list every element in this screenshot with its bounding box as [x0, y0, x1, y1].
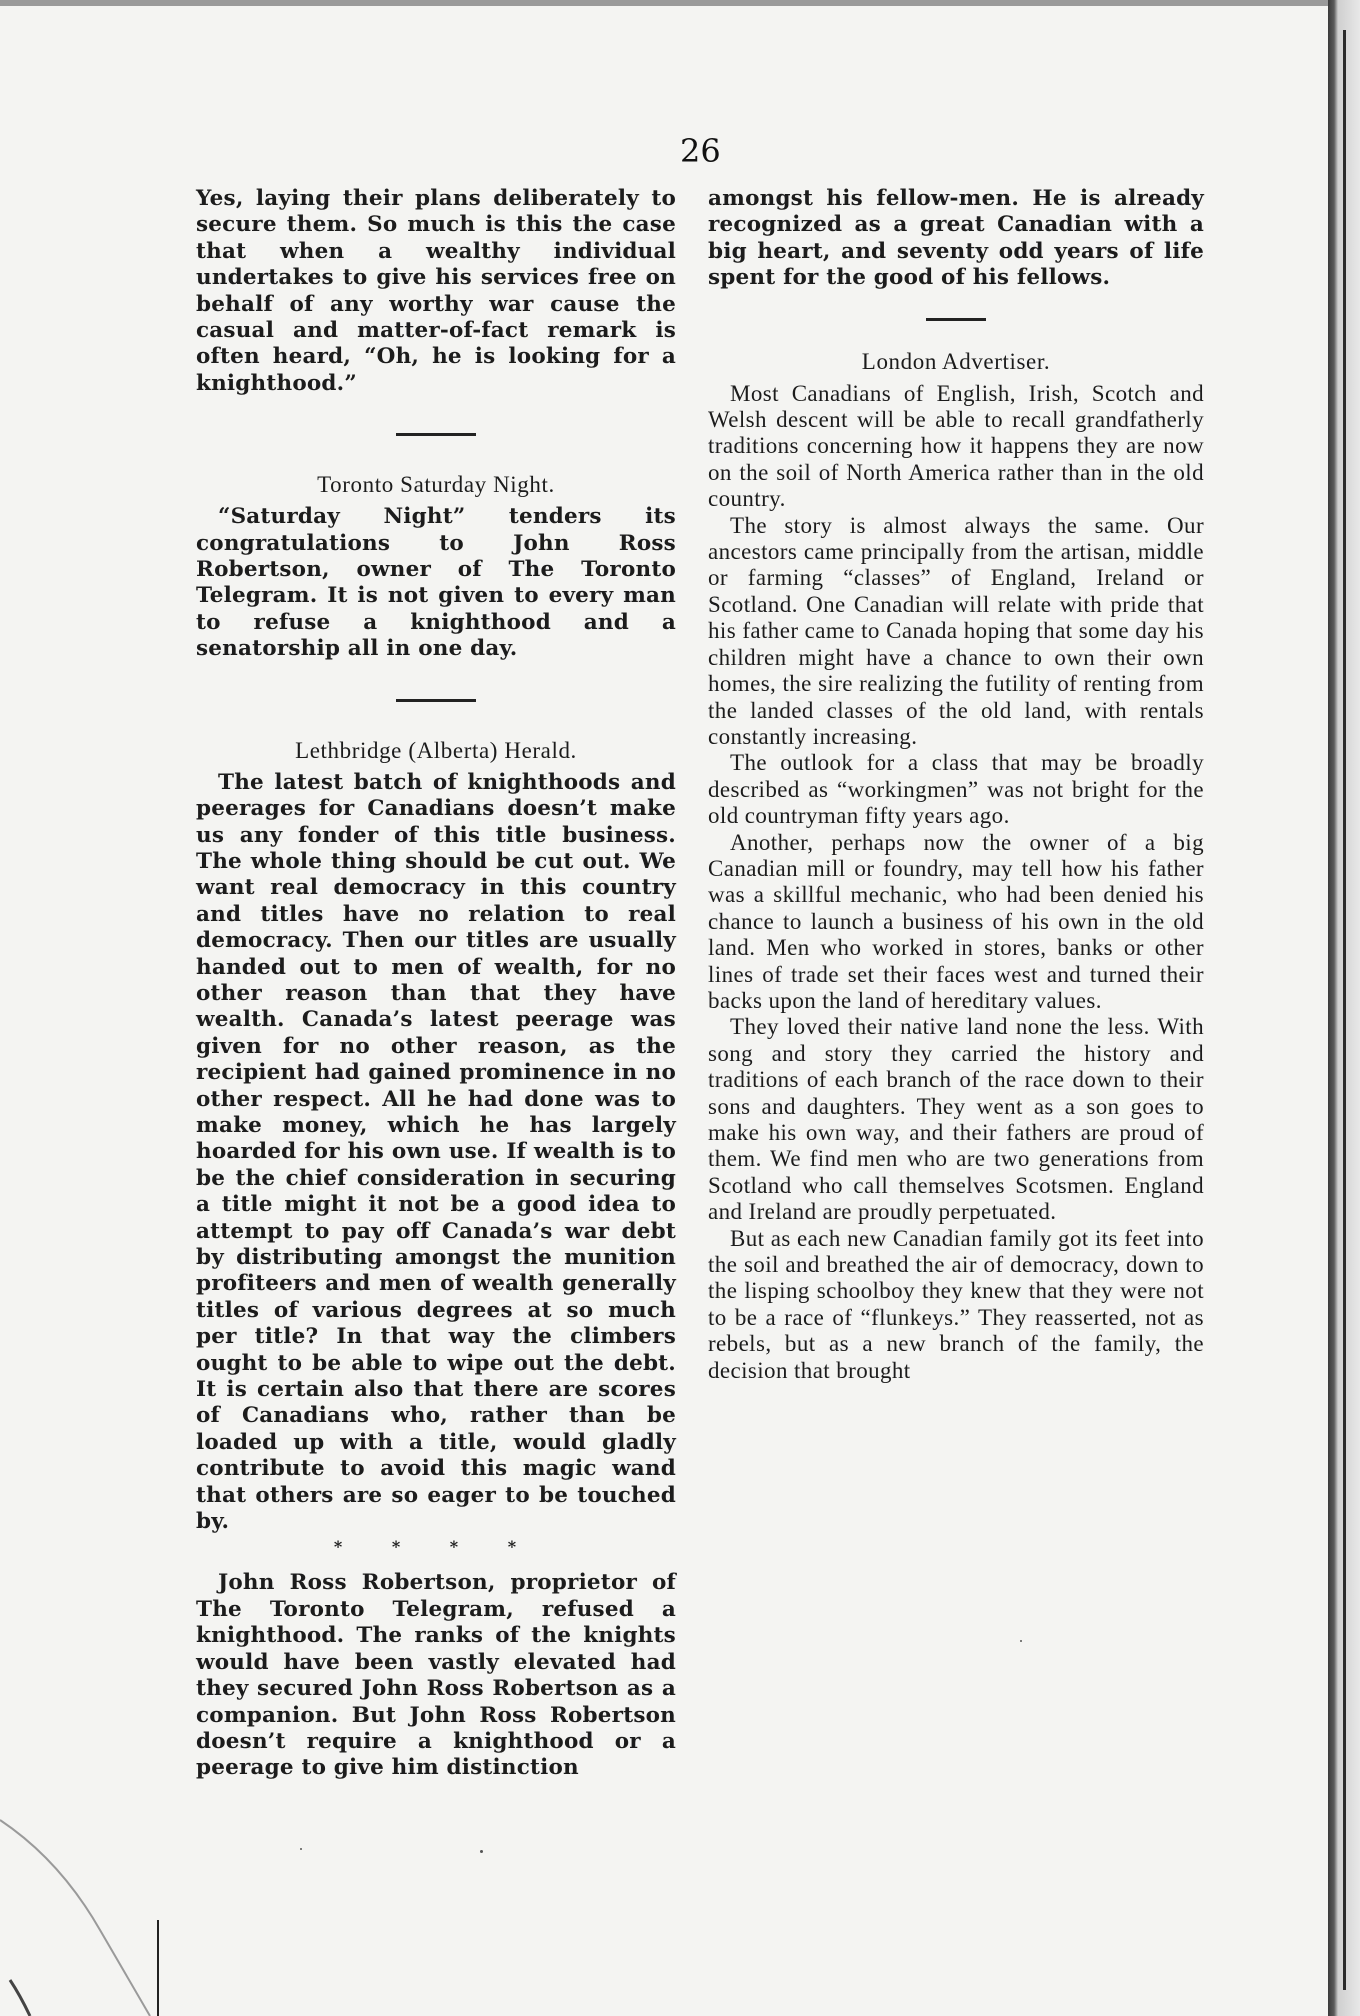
heading-london-advertiser: London Advertiser. [861, 348, 1051, 374]
paragraph-robertson: John Ross Robertson, proprietor of The Toronto Telegram, refused a knighthood. The ranks of the knights would have been vastly elevated had they secured John Ross Robertson as a companion. But John Ross Robertson doesn’t require a knighthood or a peerage to give him distinction [196, 1570, 676, 1781]
asterism-divider: * * * * [333, 1537, 539, 1557]
section-divider [926, 318, 986, 321]
heading-lethbridge-herald: Lethbridge (Alberta) Herald. [295, 737, 577, 763]
paragraph-continued: amongst his fellow-men. He is already recognized as a great Canadian with a big heart, and seventy odd years of life spent for the good of his fellows. [708, 186, 1204, 291]
page-binding-edge [1328, 0, 1360, 2016]
corner-fold-mark [0, 1800, 170, 2016]
paragraph-london-2: The story is almost always the same. Our ancestors came principally from the artisan, middle or farming “classes” of England, Ireland or Scotland. One Canadian will relate with pride that his father came to Canada hoping that some day his children might have a chance to own their own homes, the sire realizing the futility of renting from the landed classes of the old land, with rentals constantly increasing. [708, 512, 1204, 749]
section-divider [396, 433, 476, 436]
section-divider [396, 699, 476, 702]
page-number: 26 [680, 132, 721, 170]
left-column [196, 186, 676, 1782]
paragraph-london-4: Another, perhaps now the owner of a big Canadian mill or foundry, may tell how his father was a skillful mechanic, who had been denied his chance to launch a business of his own in the old land. Men who worked in stores, banks or other lines of trade set their faces west and turned their backs upon the land of hereditary values. [708, 829, 1204, 1013]
page-top-edge [0, 0, 1340, 6]
paragraph-opening: Yes, laying their plans deliberately to secure them. So much is this the case that when a wealthy individual undertakes to give his services free on behalf of any worthy war cause the casual and matter-of-fact remark is often heard, “Oh, he is looking for a knighthood.” [196, 186, 676, 396]
right-column [708, 186, 1204, 1384]
paragraph-lethbridge: The latest batch of knighthoods and peerages for Canadians doesn’t make us any fonder of this title business. The whole thing should be cut out. We want real democracy in this country and titles have no relation to real democracy. Then our titles are usually handed out to men of wealth, for no other reason than that they have wealth. Canada’s latest peerage was given for no other reason, as the recipient had gained prominence in no other respect. All he had done was to make money, which he has largely hoarded for his own use. If wealth is to be the chief consideration in securing a title might it not be a good idea to attempt to pay off Canada’s war debt by distributing amongst the munition profiteers and men of wealth generally titles of various degrees at so much per title? In that way the climbers ought to be able to wipe out the debt. It is certain also that there are scores of Canadians who, rather than be loaded up with a title, would gladly contribute to avoid this magic wand that others are so eager to be touched by. [196, 769, 676, 1535]
paragraph-london-1: Most Canadians of English, Irish, Scotch and Welsh descent will be able to recall grandfatherly traditions concerning how it happens they are now on the soil of North America rather than in the old country. [708, 380, 1204, 512]
paragraph-london-5: They loved their native land none the less. With song and story they carried the history and traditions of each branch of the race down to their sons and daughters. They went as a son goes to make his own way, and their fathers are proud of them. We find men who are two generations from Scotland who call themselves Scotsmen. England and Ireland are proudly perpetuated. [708, 1014, 1204, 1225]
paragraph-london-3: The outlook for a class that may be broadly described as “workingmen” was not bright for the old countryman fifty years ago. [708, 750, 1204, 829]
paragraph-toronto: “Saturday Night” tenders its congratulations to John Ross Robertson, owner of The Toronto Telegram. It is not given to every man to refuse a knighthood and a senatorship all in one day. [196, 504, 676, 662]
paragraph-london-6: But as each new Canadian family got its feet into the soil and breathed the air of democracy, down to the lisping schoolboy they knew that they were not to be a race of “flunkeys.” They reasserted, not as rebels, but as a new branch of the family, the decision that brought [708, 1225, 1204, 1383]
heading-toronto-saturday-night: Toronto Saturday Night. [317, 472, 555, 498]
binding-line [1343, 30, 1346, 1990]
